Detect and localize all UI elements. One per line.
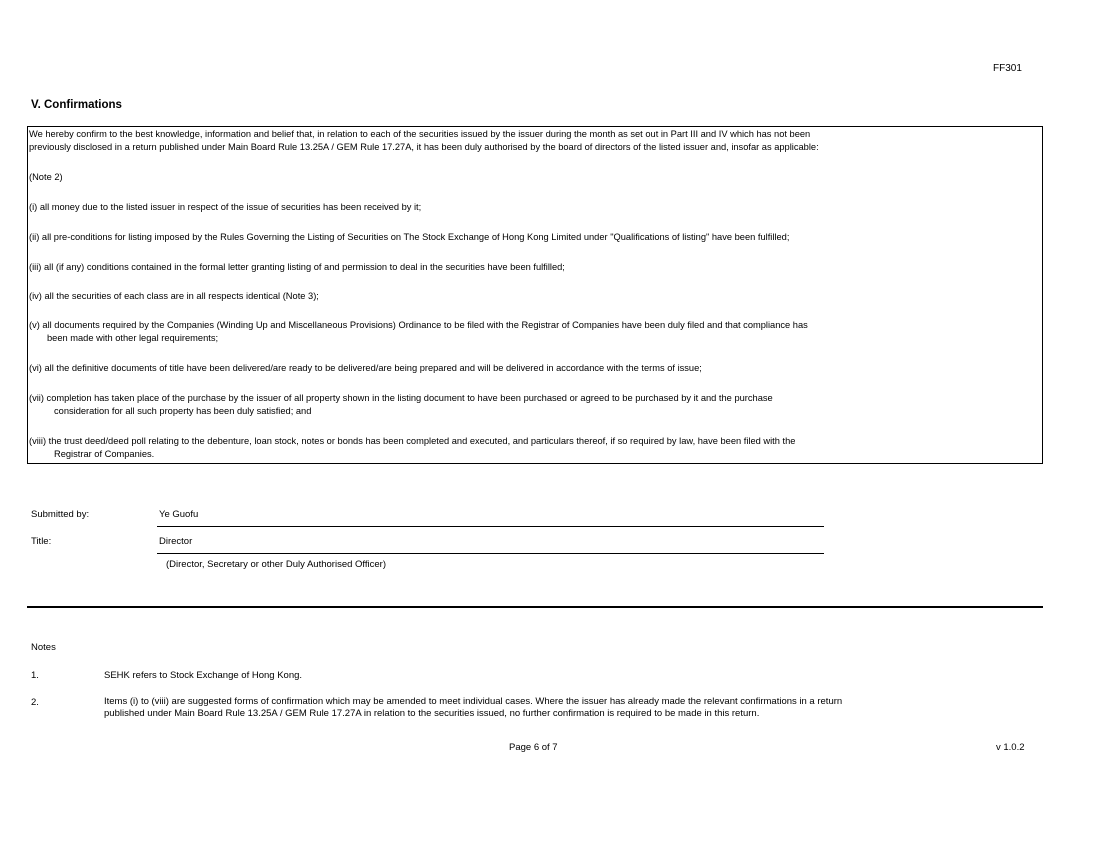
confirmation-item-iii: (iii) all (if any) conditions contained in the formal letter granting listing of and permission to deal in the securities have been fulfilled; [29, 262, 565, 272]
confirmation-item-viii-line-2: Registrar of Companies. [54, 449, 155, 459]
note-1-text: SEHK refers to Stock Exchange of Hong Kong. [104, 670, 303, 681]
confirmation-item-vi: (vi) all the definitive documents of title have been delivered/are ready to be delivered/are being prepared and will be delivered in accordance with the terms of issue; [29, 363, 702, 373]
confirmation-item-vii-line-2: consideration for all such property has been duly satisfied; and [54, 406, 312, 416]
section-title: V. Confirmations [31, 99, 122, 111]
title-hint: (Director, Secretary or other Duly Authorised Officer) [166, 559, 386, 570]
notes-heading: Notes [31, 642, 56, 653]
form-code: FF301 [993, 63, 1022, 74]
submitted-by-value: Ye Guofu [159, 509, 199, 520]
note-2-text-line-2: published under Main Board Rule 13.25A / GEM Rule 17.27A in relation to the securities issued, no further confirmation is required to be made in this return. [104, 708, 760, 719]
confirmation-item-ii: (ii) all pre-conditions for listing imposed by the Rules Governing the Listing of Securities on The Stock Exchange of Hong Kong Limited under "Qualifications of listing" have been fulfilled; [29, 232, 790, 242]
confirmations-box [27, 126, 1043, 464]
confirmation-note-ref: (Note 2) [29, 172, 63, 182]
submitted-by-underline [157, 526, 824, 527]
note-2-text-line-1: Items (i) to (viii) are suggested forms of confirmation which may be amended to meet individual cases. Where the issuer has already made the relevant confirmations in a return [104, 696, 843, 707]
confirmation-item-v-line-2: been made with other legal requirements; [47, 333, 219, 343]
title-underline [157, 553, 824, 554]
page-number: Page 6 of 7 [509, 742, 558, 753]
title-value: Director [159, 536, 193, 547]
confirmation-item-viii-line-1: (viii) the trust deed/deed poll relating to the debenture, loan stock, notes or bonds has been completed and executed, and particulars thereof, if so required by law, have been filed with the [29, 436, 796, 446]
confirmation-item-v-line-1: (v) all documents required by the Companies (Winding Up and Miscellaneous Provisions) Ordinance to be filed with the Registrar of Companies have been duly filed and that compliance has [29, 320, 808, 330]
note-2-number: 2. [31, 697, 39, 708]
title-label: Title: [31, 536, 52, 547]
confirmation-intro-line-1: We hereby confirm to the best knowledge, information and belief that, in relation to each of the securities issued by the issuer during the month as set out in Part III and IV which has not been [29, 129, 811, 139]
confirmation-item-iv: (iv) all the securities of each class are in all respects identical (Note 3); [29, 291, 319, 301]
submitted-by-label: Submitted by: [31, 509, 90, 520]
form-version: v 1.0.2 [996, 742, 1025, 753]
confirmation-intro-line-2: previously disclosed in a return published under Main Board Rule 13.25A / GEM Rule 17.27A, it has been duly authorised by the board of directors of the listed issuer and, insofar as applicable: [29, 142, 819, 152]
section-divider [27, 606, 1043, 608]
confirmation-item-i: (i) all money due to the listed issuer in respect of the issue of securities has been received by it; [29, 202, 422, 212]
note-1-number: 1. [31, 670, 39, 681]
confirmation-item-vii-line-1: (vii) completion has taken place of the purchase by the issuer of all property shown in the listing document to have been purchased or agreed to be purchased by it and the purchase [29, 393, 773, 403]
